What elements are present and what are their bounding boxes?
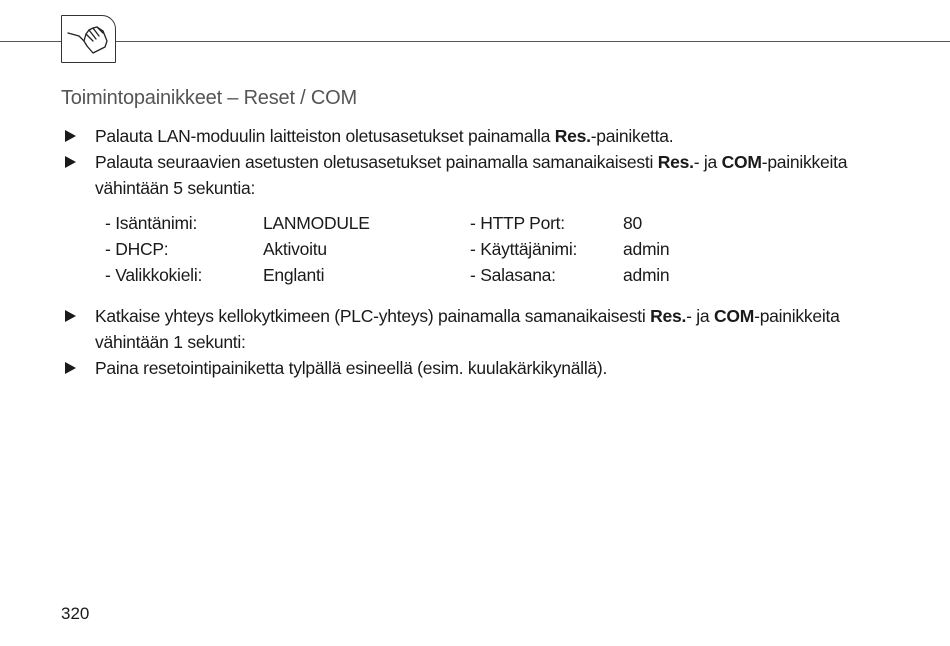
bullet-3-post: -painikkeita <box>754 306 840 326</box>
header-rule <box>0 41 950 42</box>
bullet-1-post: -painiketta. <box>590 126 674 146</box>
bullet-arrow-icon <box>65 130 76 142</box>
bullet-1-pre: Palauta LAN-moduulin laitteiston oletusasetukset painamalla <box>95 126 555 146</box>
bullet-2-line-1 <box>95 149 847 175</box>
bullet-3-line-2: vähintään 1 sekunti: <box>95 332 246 352</box>
bullet-2-post: -painikkeita <box>761 152 848 172</box>
defaults-label: - Käyttäjänimi: <box>470 239 578 259</box>
page-number: 320 <box>61 604 90 623</box>
bullet-2-text <box>95 149 847 201</box>
section-title: Toimintopainikkeet – Reset / COM <box>61 87 357 109</box>
pointing-hand-icon <box>65 19 113 59</box>
bullet-2-line-2: vähintään 5 sekuntia: <box>95 178 256 198</box>
bullet-3-text <box>95 303 840 355</box>
bullet-arrow-icon <box>65 362 76 374</box>
defaults-label: - DHCP: <box>105 239 169 259</box>
bullet-3-pre: Katkaise yhteys kellokytkimeen (PLC-yhteys) painamalla samanaikaisesti <box>95 306 651 326</box>
bullet-2-res: Res. <box>657 152 694 172</box>
bullet-2-pre: Palauta seuraavien asetusten oletusasetukset painamalla samanaikaisesti <box>95 152 658 172</box>
defaults-value: admin <box>623 265 670 285</box>
bullet-3-res: Res. <box>650 306 687 326</box>
defaults-value: LANMODULE <box>263 213 370 233</box>
bullet-arrow-icon <box>65 310 76 322</box>
bullet-2-mid: - ja <box>693 152 722 172</box>
defaults-value: Englanti <box>263 265 325 285</box>
defaults-value: admin <box>623 239 670 259</box>
bullet-arrow-icon <box>65 156 76 168</box>
defaults-label: - Salasana: <box>470 265 556 285</box>
bullet-3-com: COM <box>714 306 755 326</box>
bullet-3-mid: - ja <box>686 306 715 326</box>
header-icon-box <box>61 15 116 63</box>
bullet-1-text <box>95 123 673 149</box>
defaults-value: Aktivoitu <box>263 239 327 259</box>
defaults-value: 80 <box>623 213 642 233</box>
bullet-4-text: Paina resetointipainiketta tylpällä esineellä (esim. kuulakärkikynällä). <box>95 358 608 378</box>
bullet-3-line-1 <box>95 303 840 329</box>
defaults-label: - HTTP Port: <box>470 213 565 233</box>
bullet-2-com: COM <box>721 152 762 172</box>
bullet-1-res: Res. <box>554 126 591 146</box>
defaults-label: - Valikkokieli: <box>105 265 203 285</box>
defaults-label: - Isäntänimi: <box>105 213 198 233</box>
